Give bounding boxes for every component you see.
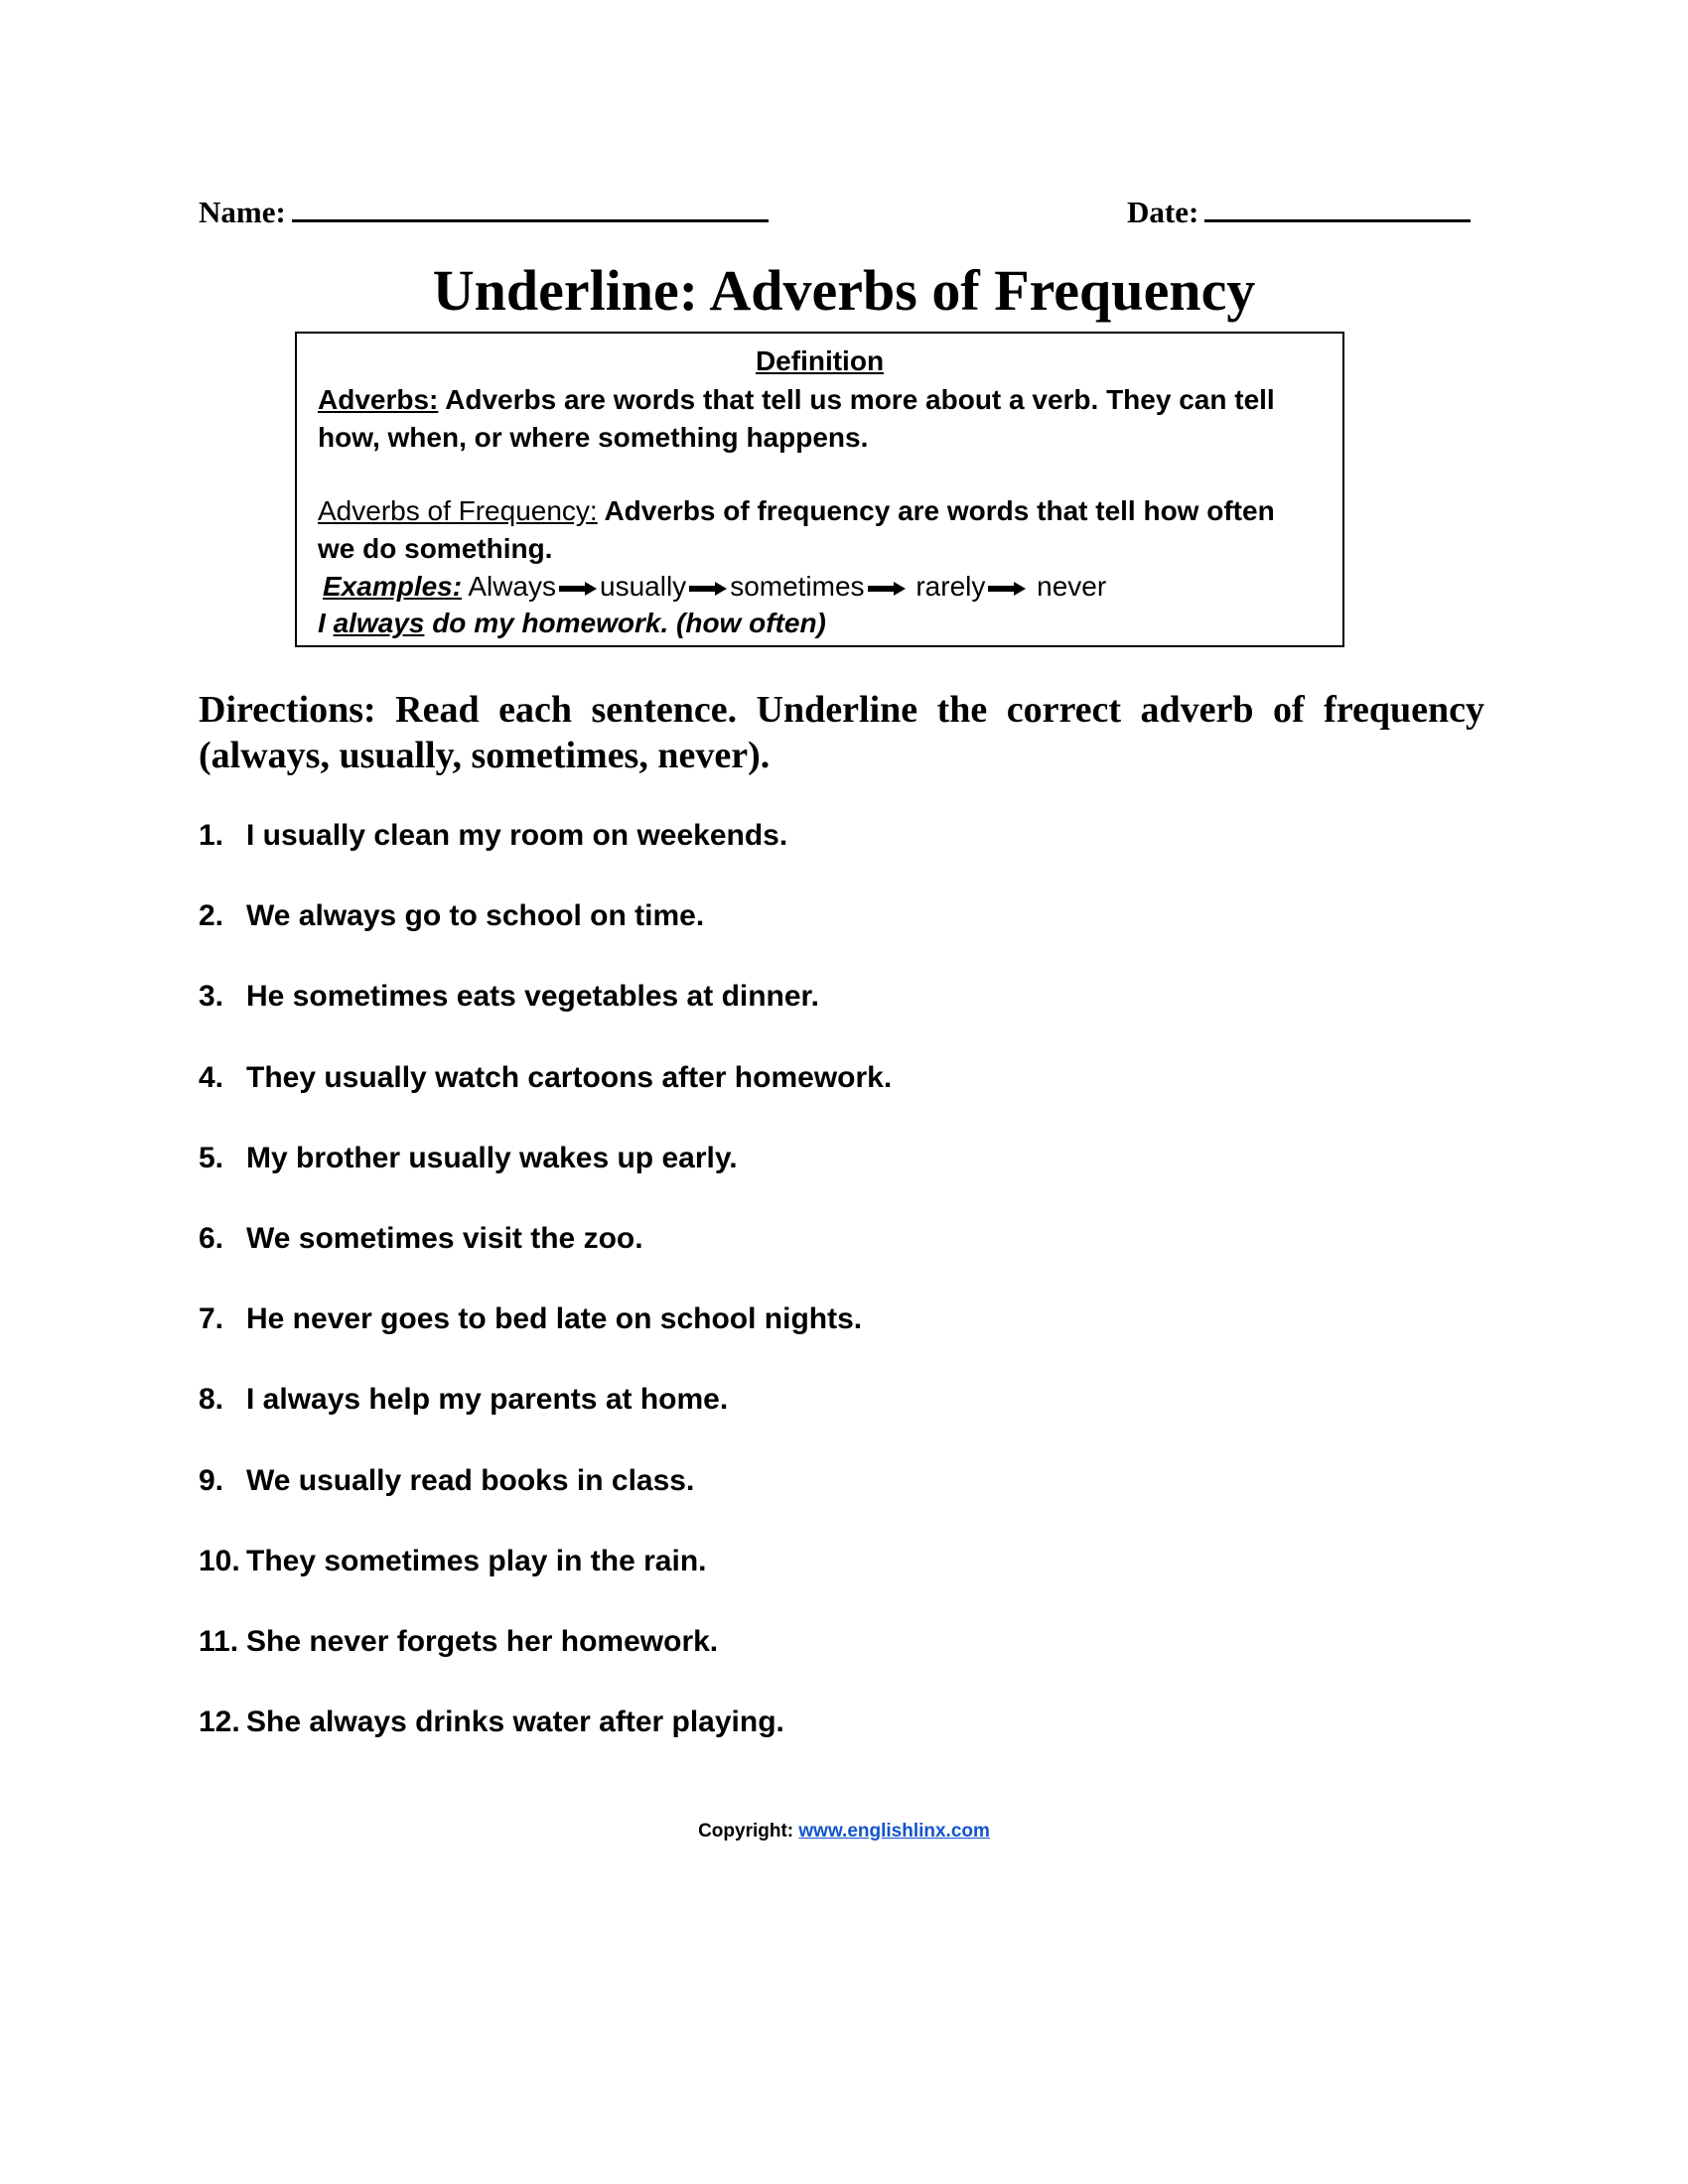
list-item [199,1703,1489,1783]
list-item [199,1461,1489,1542]
item-number: 4. [199,1060,224,1094]
item-sentence[interactable]: He never goes to bed late on school nights. [246,1302,863,1336]
list-item [199,896,1489,977]
example-rarely: rarely [915,571,986,602]
item-number: 1. [199,819,224,852]
item-sentence[interactable]: She never forgets her homework. [246,1624,719,1658]
copyright-label: Copyright: [698,1821,794,1842]
page-title: Underline: Adverbs of Frequency [432,258,1256,323]
frequency-definition [318,492,1311,568]
example-sentence-adverb: always [333,608,425,638]
name-label: Name: [199,195,286,229]
right-arrow-icon [689,582,727,596]
copyright-link[interactable]: www.englishlinx.com [798,1821,990,1842]
item-number: 9. [199,1463,224,1497]
right-arrow-icon [559,582,597,596]
frequency-term: Adverbs of Frequency: [318,495,598,526]
definition-heading: Definition [755,345,885,376]
examples-row [323,568,1106,606]
item-number: 12. [199,1706,240,1739]
copyright-footer [0,1821,1688,1843]
list-item [199,1622,1489,1703]
example-never: never [1037,571,1107,602]
example-sentence [318,605,826,642]
item-number: 11. [199,1624,239,1658]
item-sentence[interactable]: He sometimes eats vegetables at dinner. [246,980,819,1014]
example-sentence-end: do my homework. (how often) [432,608,826,638]
right-arrow-icon [988,582,1026,596]
list-item [199,1299,1489,1380]
item-sentence[interactable]: They usually watch cartoons after homework. [246,1060,893,1094]
date-label: Date: [1127,195,1199,229]
item-sentence[interactable]: My brother usually wakes up early. [246,1141,738,1174]
item-sentence[interactable]: We always go to school on time. [246,899,705,933]
item-number: 2. [199,899,224,933]
example-sometimes: sometimes [730,571,865,602]
list-item [199,1542,1489,1622]
example-sentence-start: I [318,608,326,638]
example-usually: usually [600,571,687,602]
item-number: 8. [199,1383,224,1417]
item-sentence[interactable]: I usually clean my room on weekends. [246,819,788,852]
example-always: Always [468,571,557,602]
directions: Directions: Read each sentence. Underline the correct adverb of frequency (always, usually, sometimes, never). [199,689,1484,776]
list-item [199,1139,1489,1219]
examples-label: Examples: [323,571,463,602]
item-sentence[interactable]: They sometimes play in the rain. [246,1544,707,1577]
item-sentence[interactable]: She always drinks water after playing. [246,1706,784,1739]
item-number: 6. [199,1221,224,1255]
exercise-list [199,816,1489,1783]
header-row [199,195,1484,244]
frequency-text: Adverbs of frequency are words that tell how often we do something. [318,495,1275,564]
adverbs-definition [318,381,1311,457]
list-item [199,816,1489,896]
name-field [199,195,769,230]
date-field [1127,195,1471,230]
list-item [199,977,1489,1057]
right-arrow-icon [868,582,906,596]
list-item [199,1058,1489,1139]
list-item [199,1380,1489,1460]
adverbs-text: Adverbs are words that tell us more about a verb. They can tell how, when, or where something happens. [318,384,1275,453]
definition-box [295,332,1344,647]
item-number: 7. [199,1302,224,1336]
name-blank-line[interactable] [292,198,769,222]
item-number: 10. [199,1544,240,1577]
list-item [199,1219,1489,1299]
adverbs-term: Adverbs: [318,384,439,415]
date-blank-line[interactable] [1204,198,1471,222]
item-number: 3. [199,980,224,1014]
item-sentence[interactable]: We usually read books in class. [246,1463,695,1497]
item-sentence[interactable]: We sometimes visit the zoo. [246,1221,643,1255]
item-number: 5. [199,1141,224,1174]
item-sentence[interactable]: I always help my parents at home. [246,1383,729,1417]
